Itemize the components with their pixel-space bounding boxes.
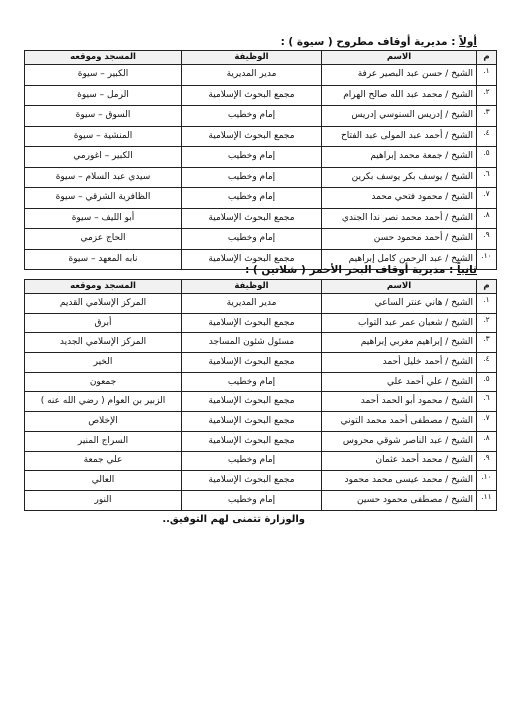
table-row — [25, 208, 497, 229]
row-number: ٣. — [477, 333, 497, 353]
header-mosque: المسجد وموقعه — [25, 51, 182, 65]
section1-title-lead: أولاً — [459, 36, 477, 48]
section1-title — [281, 36, 477, 48]
section2-title-lead: ثانياً — [456, 264, 477, 276]
row-number: ٦. — [477, 167, 497, 188]
row-number: ١٠. — [477, 249, 497, 270]
row-number: ٢. — [477, 85, 497, 106]
header-num: م — [477, 280, 497, 294]
row-name: الشيخ / يوسف بكر يوسف بكرين — [322, 167, 477, 188]
row-mosque: الظافرية الشرقي – سيوة — [25, 188, 182, 209]
row-mosque: علي جمعة — [25, 451, 182, 471]
row-name: الشيخ / أحمد محمود حسن — [322, 229, 477, 250]
table-row — [25, 412, 497, 432]
row-name: الشيخ / إبراهيم مغربي إبراهيم — [322, 333, 477, 353]
row-mosque: السراج المنير — [25, 431, 182, 451]
row-name: الشيخ / محمود فتحي محمد — [322, 188, 477, 209]
section1-header-row — [25, 51, 497, 65]
row-number: ١٠. — [477, 471, 497, 491]
row-name: الشيخ / مصطفى محمود حسين — [322, 490, 477, 510]
row-job: مجمع البحوث الإسلامية — [182, 85, 322, 106]
row-number: ٤. — [477, 126, 497, 147]
row-number: ٢. — [477, 313, 497, 333]
row-number: ٤. — [477, 353, 497, 373]
table-row — [25, 85, 497, 106]
row-name: الشيخ / حسن عبد البصير عرفة — [322, 65, 477, 86]
row-mosque: السوق – سيوة — [25, 106, 182, 127]
row-name: الشيخ / عبد الناصر شوقي محروس — [322, 431, 477, 451]
row-name: الشيخ / مصطفى أحمد محمد التوني — [322, 412, 477, 432]
row-name: الشيخ / إدريس السنوسي إدريس — [322, 106, 477, 127]
row-mosque: الإخلاص — [25, 412, 182, 432]
row-job: إمام وخطيب — [182, 372, 322, 392]
row-mosque: العالي — [25, 471, 182, 491]
row-job: مجمع البحوث الإسلامية — [182, 392, 322, 412]
row-job: إمام وخطيب — [182, 106, 322, 127]
row-job: مدير المديرية — [182, 65, 322, 86]
row-job: مدير المديرية — [182, 294, 322, 314]
row-job: إمام وخطيب — [182, 490, 322, 510]
row-number: ٥. — [477, 372, 497, 392]
header-name: الاسم — [322, 280, 477, 294]
table-row — [25, 471, 497, 491]
row-mosque: الكبير – سيوة — [25, 65, 182, 86]
row-name: الشيخ / محمود أبو الحمد أحمد — [322, 392, 477, 412]
table-row — [25, 392, 497, 412]
section2-title-rest: : مديرية أوقاف البحر الأحمر ( شلاتين ) : — [245, 264, 454, 276]
table-row — [25, 313, 497, 333]
row-mosque: الحاج عزمي — [25, 229, 182, 250]
table-row — [25, 147, 497, 168]
row-job: مجمع البحوث الإسلامية — [182, 126, 322, 147]
row-mosque: المنشية – سيوة — [25, 126, 182, 147]
row-job: مجمع البحوث الإسلامية — [182, 471, 322, 491]
table-row — [25, 188, 497, 209]
row-name: الشيخ / محمد أحمد عثمان — [322, 451, 477, 471]
table-row — [25, 167, 497, 188]
row-mosque: المركز الإسلامي الجديد — [25, 333, 182, 353]
table-row — [25, 431, 497, 451]
row-number: ٨. — [477, 208, 497, 229]
row-number: ٧. — [477, 188, 497, 209]
row-number: ١. — [477, 65, 497, 86]
row-mosque: الزبير بن العوام ( رضي الله عنه ) — [25, 392, 182, 412]
row-number: ٨. — [477, 431, 497, 451]
row-mosque: الكبير – اغورمي — [25, 147, 182, 168]
row-name: الشيخ / علي أحمد علي — [322, 372, 477, 392]
section2-table — [24, 279, 497, 511]
row-job: مجمع البحوث الإسلامية — [182, 412, 322, 432]
row-job: مجمع البحوث الإسلامية — [182, 313, 322, 333]
row-name: الشيخ / أحمد خليل أحمد — [322, 353, 477, 373]
table-row — [25, 353, 497, 373]
section2-table-body — [25, 294, 497, 511]
row-mosque: المركز الإسلامي القديم — [25, 294, 182, 314]
section1-table — [24, 50, 497, 270]
row-name: الشيخ / محمد عبد الله صالح الهرام — [322, 85, 477, 106]
row-number: ٥. — [477, 147, 497, 168]
table-row — [25, 126, 497, 147]
table-row — [25, 372, 497, 392]
header-mosque: المسجد وموقعه — [25, 280, 182, 294]
row-job: مجمع البحوث الإسلامية — [182, 353, 322, 373]
section2-title — [245, 264, 477, 276]
table-row — [25, 65, 497, 86]
row-mosque: سيدي عبد السلام – سيوة — [25, 167, 182, 188]
row-number: ٦. — [477, 392, 497, 412]
row-mosque: الخير — [25, 353, 182, 373]
row-number: ٣. — [477, 106, 497, 127]
table-row — [25, 333, 497, 353]
header-job: الوظيفة — [182, 280, 322, 294]
row-job: مجمع البحوث الإسلامية — [182, 249, 322, 270]
table-row — [25, 294, 497, 314]
table-row — [25, 451, 497, 471]
row-job: إمام وخطيب — [182, 167, 322, 188]
row-job: إمام وخطيب — [182, 451, 322, 471]
row-mosque: الرمل – سيوة — [25, 85, 182, 106]
header-job: الوظيفة — [182, 51, 322, 65]
row-mosque: جمعون — [25, 372, 182, 392]
row-number: ٧. — [477, 412, 497, 432]
row-name: الشيخ / جمعة محمد إبراهيم — [322, 147, 477, 168]
row-job: مجمع البحوث الإسلامية — [182, 208, 322, 229]
table-row — [25, 490, 497, 510]
section1-table-body — [25, 65, 497, 270]
row-job: مجمع البحوث الإسلامية — [182, 431, 322, 451]
row-name: الشيخ / أحمد عبد المولى عبد الفتاح — [322, 126, 477, 147]
row-mosque: نابه المعهد – سيوة — [25, 249, 182, 270]
row-name: الشيخ / أحمد محمد نصر ندا الجندي — [322, 208, 477, 229]
row-number: ١. — [477, 294, 497, 314]
row-name: الشيخ / هاني عنتر الساعي — [322, 294, 477, 314]
row-name: الشيخ / شعبان عمر عبد التواب — [322, 313, 477, 333]
row-job: إمام وخطيب — [182, 147, 322, 168]
row-job: مسئول شئون المساجد — [182, 333, 322, 353]
section2-header-row — [25, 280, 497, 294]
row-mosque: أبرق — [25, 313, 182, 333]
table-row — [25, 229, 497, 250]
row-mosque: أبو الليف – سيوة — [25, 208, 182, 229]
row-number: ٩. — [477, 451, 497, 471]
row-name: الشيخ / محمد عيسى محمد محمود — [322, 471, 477, 491]
row-number: ٩. — [477, 229, 497, 250]
table-row — [25, 106, 497, 127]
section1-title-rest: : مديرية أوقاف مطروح ( سيوة ) : — [280, 36, 456, 48]
closing-note: والوزارة تتمنى لهم التوفيق.. — [162, 514, 305, 525]
row-job: إمام وخطيب — [182, 229, 322, 250]
row-number: ١١. — [477, 490, 497, 510]
header-num: م — [477, 51, 497, 65]
row-name: الشيخ / عبد الرحمن كامل إبراهيم — [322, 249, 477, 270]
header-name: الاسم — [322, 51, 477, 65]
row-mosque: النور — [25, 490, 182, 510]
row-job: إمام وخطيب — [182, 188, 322, 209]
